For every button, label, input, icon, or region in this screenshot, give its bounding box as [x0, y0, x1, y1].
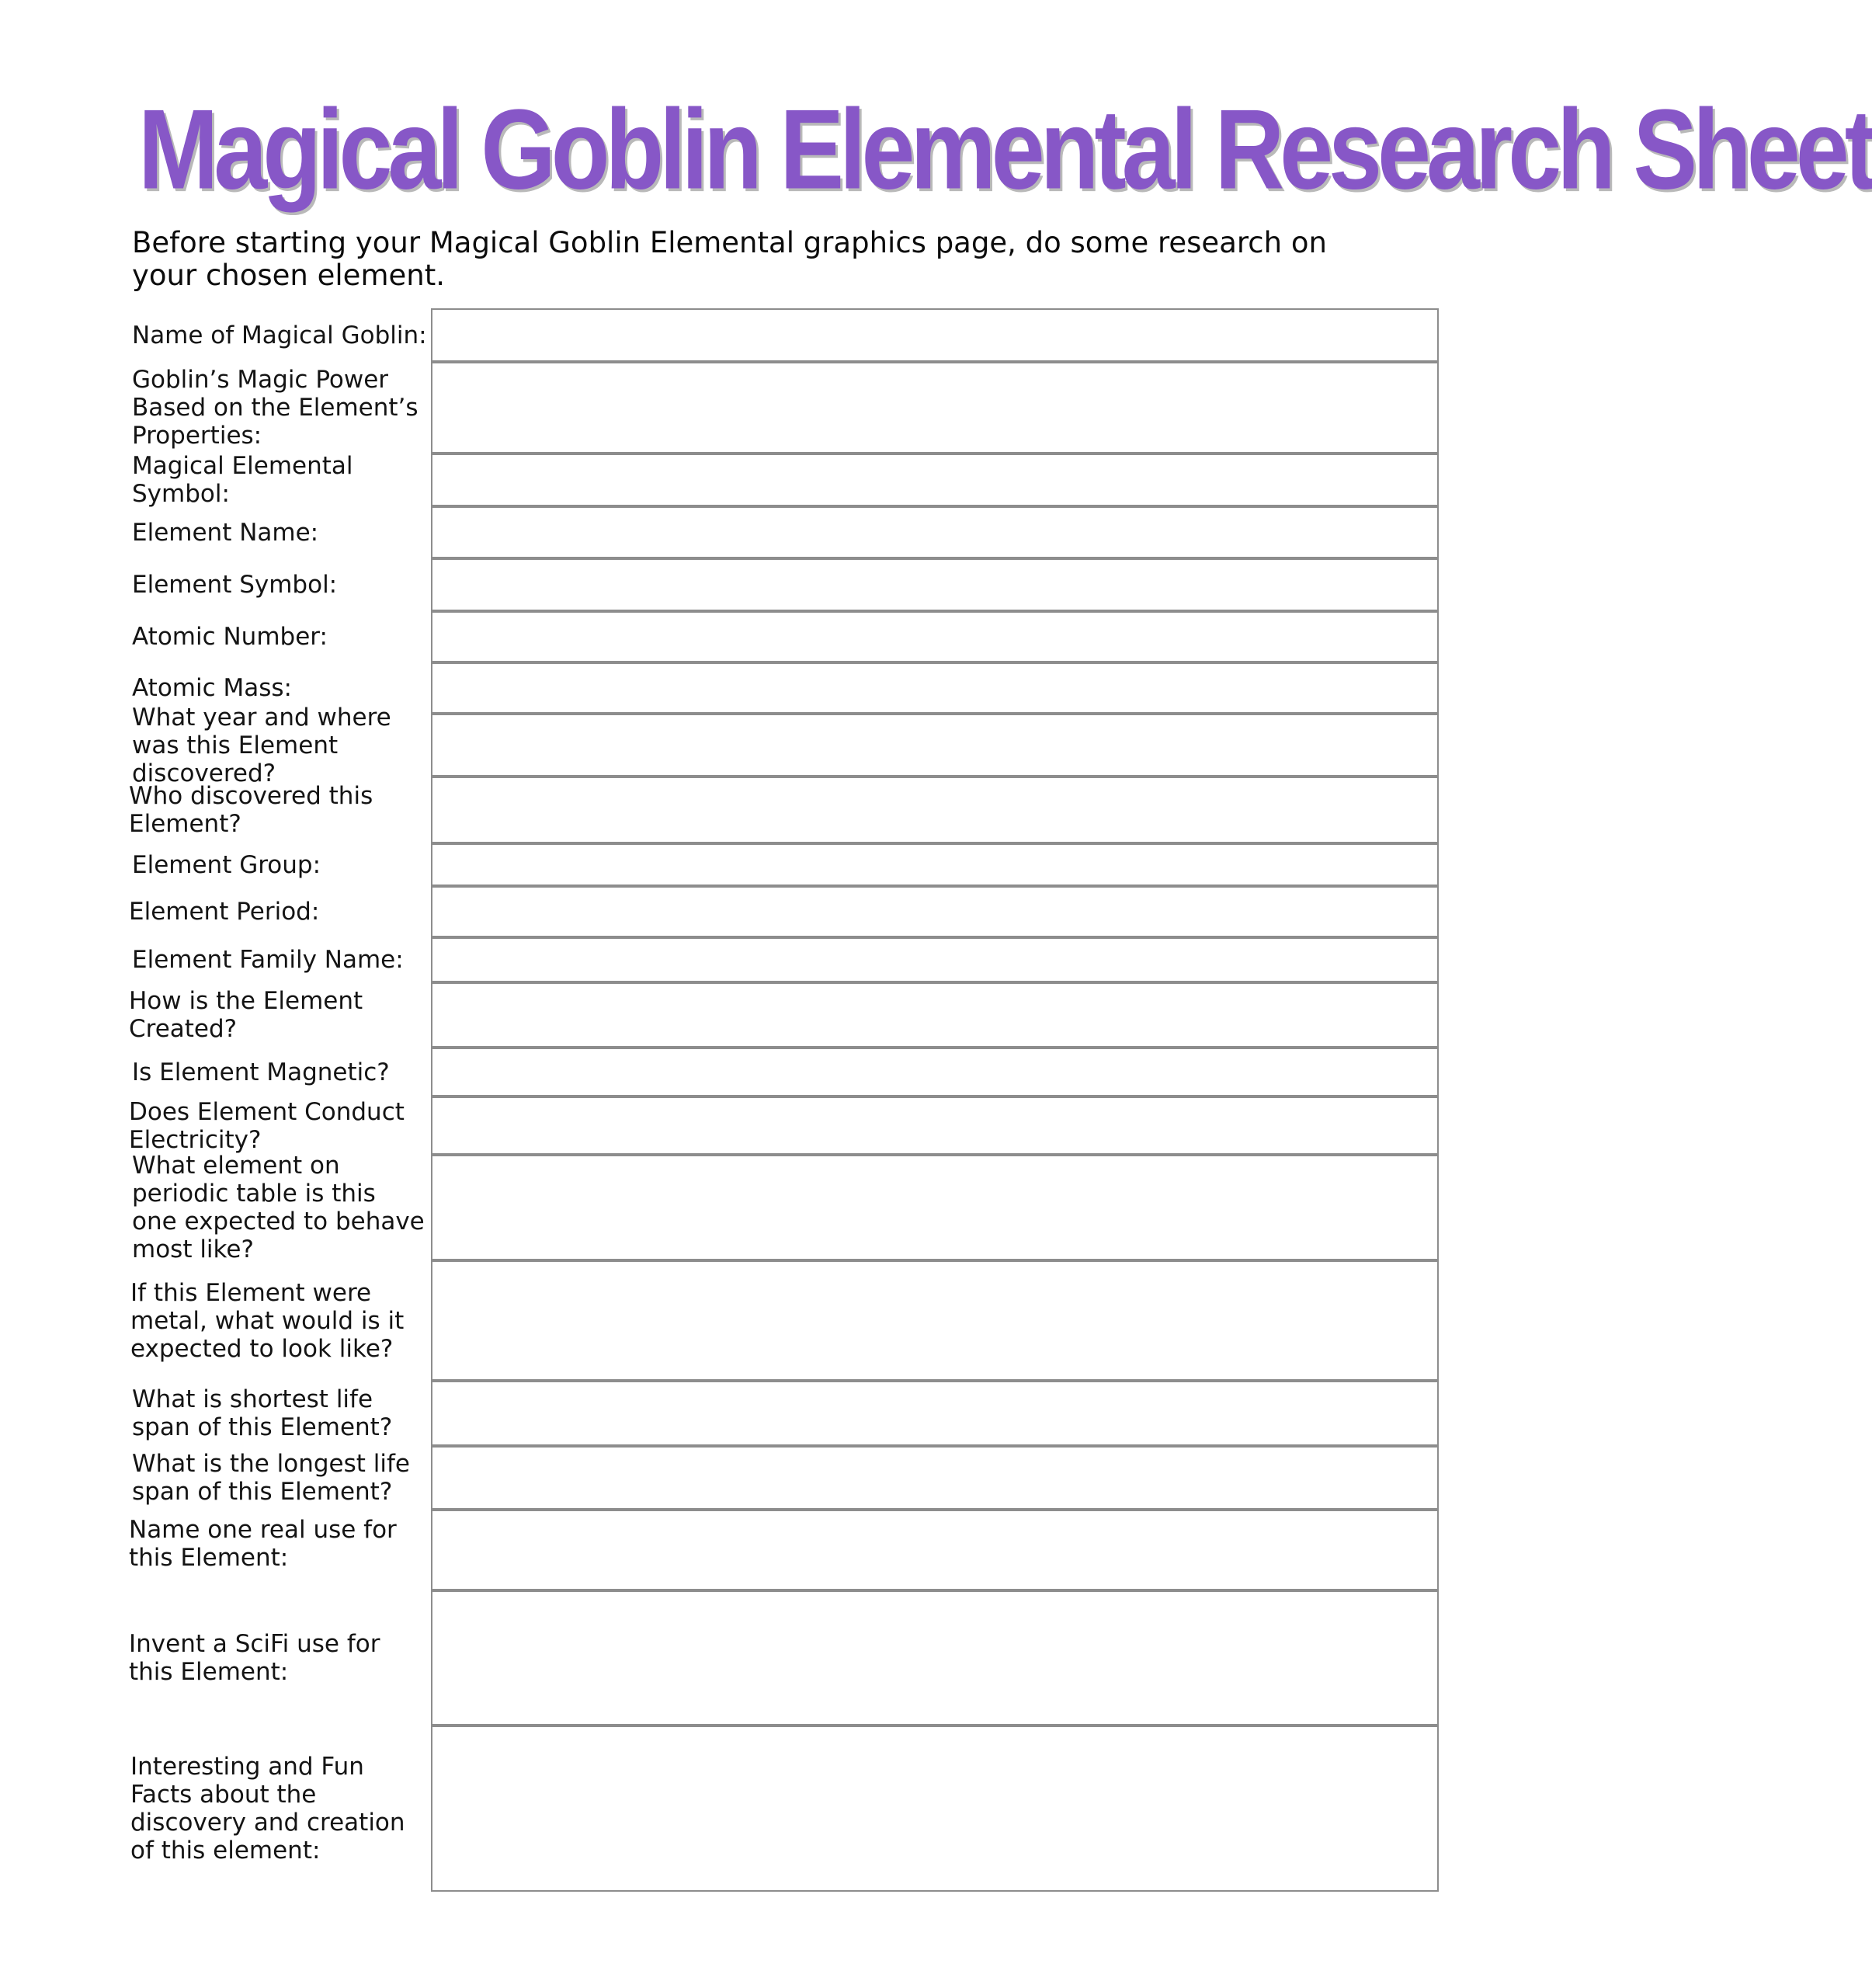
answer-scifi-use[interactable]	[431, 1590, 1439, 1726]
label-element-period: Element Period:	[129, 898, 320, 926]
intro-text: Before starting your Magical Goblin Elemental graphics page, do some research on your chosen element.	[132, 226, 1327, 292]
label-conductivity: Does Element Conduct Electricity?	[129, 1097, 405, 1154]
answer-metal-appearance[interactable]	[431, 1260, 1439, 1381]
answer-magic-power[interactable]	[431, 362, 1439, 454]
label-longest-life-span: What is the longest life span of this Element?	[132, 1450, 410, 1506]
label-atomic-number: Atomic Number:	[132, 623, 328, 651]
answer-fun-facts[interactable]	[431, 1726, 1439, 1892]
label-magical-symbol: Magical Elemental Symbol:	[132, 452, 353, 508]
answer-longest-life-span[interactable]	[431, 1446, 1439, 1510]
answer-element-period[interactable]	[431, 886, 1439, 937]
label-element-symbol: Element Symbol:	[132, 571, 338, 599]
label-magic-power: Goblin’s Magic Power Based on the Element’s Properties:	[132, 366, 419, 450]
label-element-family: Element Family Name:	[132, 946, 404, 974]
label-element-created: How is the Element Created?	[129, 987, 363, 1043]
answer-magnetic[interactable]	[431, 1048, 1439, 1097]
label-discovery-year-place: What year and where was this Element discovered?	[132, 703, 391, 787]
answer-discoverer[interactable]	[431, 777, 1439, 843]
label-shortest-life-span: What is shortest life span of this Element?	[132, 1385, 393, 1441]
sheet-title: Magical Goblin Elemental Research Sheet	[138, 86, 1872, 214]
answer-discovery-year-place[interactable]	[431, 714, 1439, 777]
answer-shortest-life-span[interactable]	[431, 1381, 1439, 1446]
answer-atomic-number[interactable]	[431, 611, 1439, 662]
answer-element-group[interactable]	[431, 843, 1439, 886]
answer-element-created[interactable]	[431, 982, 1439, 1048]
label-fun-facts: Interesting and Fun Facts about the discovery and creation of this element:	[130, 1753, 405, 1865]
answer-real-use[interactable]	[431, 1510, 1439, 1590]
answer-element-symbol[interactable]	[431, 558, 1439, 611]
label-element-group: Element Group:	[132, 850, 321, 879]
label-real-use: Name one real use for this Element:	[129, 1516, 397, 1572]
answer-goblin-name[interactable]	[431, 308, 1439, 362]
label-behaves-like: What element on periodic table is this one expected to behave most like?	[132, 1152, 425, 1263]
label-element-name: Element Name:	[132, 518, 319, 547]
answer-behaves-like[interactable]	[431, 1155, 1439, 1260]
label-metal-appearance: If this Element were metal, what would is it expected to look like?	[130, 1278, 405, 1363]
answer-magical-symbol[interactable]	[431, 454, 1439, 506]
label-scifi-use: Invent a SciFi use for this Element:	[129, 1630, 380, 1686]
answer-conductivity[interactable]	[431, 1097, 1439, 1155]
label-discoverer: Who discovered this Element?	[129, 782, 373, 838]
answer-atomic-mass[interactable]	[431, 662, 1439, 714]
answer-element-name[interactable]	[431, 506, 1439, 558]
label-atomic-mass: Atomic Mass:	[132, 674, 292, 702]
label-goblin-name: Name of Magical Goblin:	[132, 321, 427, 349]
label-magnetic: Is Element Magnetic?	[132, 1058, 390, 1086]
answer-element-family[interactable]	[431, 937, 1439, 982]
